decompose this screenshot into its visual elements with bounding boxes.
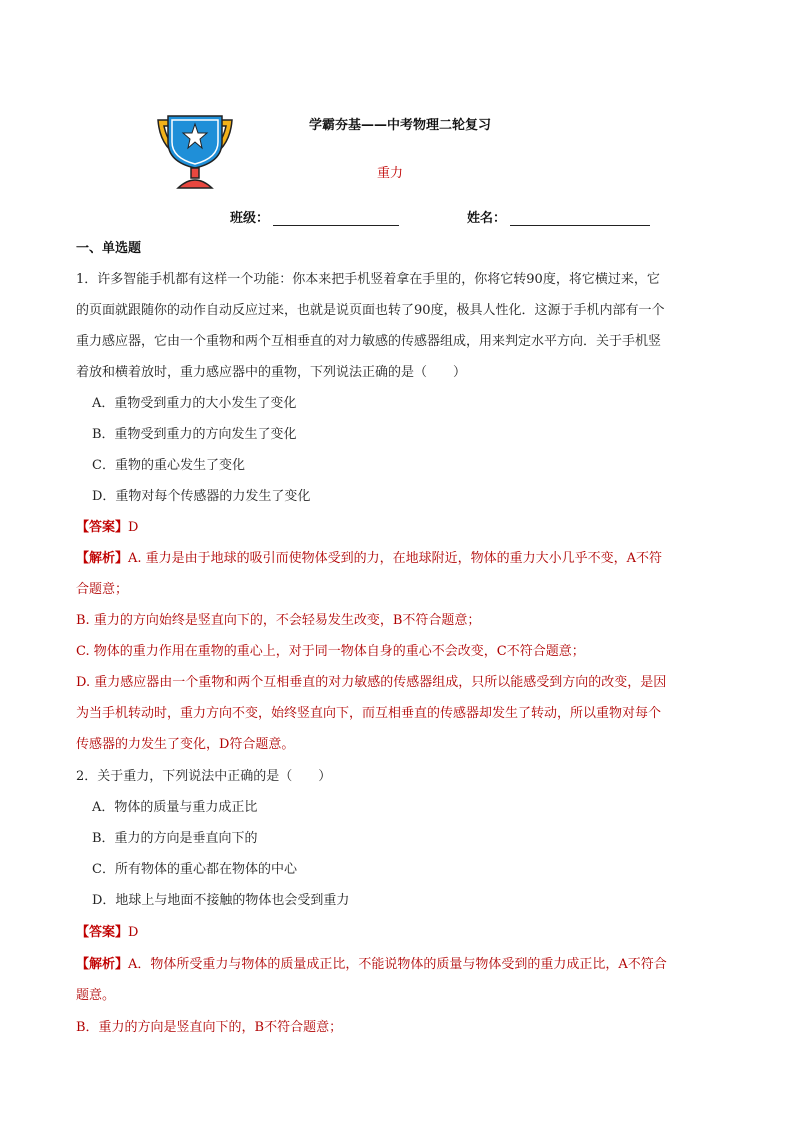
q1-analysis-label: 【解析】 bbox=[76, 551, 129, 566]
class-blank bbox=[273, 211, 399, 226]
q1-analysis-line-2: 合题意； bbox=[76, 582, 129, 597]
q2-option-d: D．地球上与地面不接触的物体也会受到重力 bbox=[92, 893, 350, 908]
name-field bbox=[467, 207, 650, 226]
q2-analysis-line-3: B．重力的方向是竖直向下的，B不符合题意； bbox=[76, 1020, 343, 1035]
q1-option-a: A．重物受到重力的大小发生了变化 bbox=[92, 396, 297, 411]
q2-stem: 2．关于重力，下列说法中正确的是（ ） bbox=[76, 769, 332, 784]
document-title: 学霸夯基——中考物理二轮复习 bbox=[308, 118, 491, 133]
q1-stem-line-3: 重力感应器，它由一个重物和两个互相垂直的对力敏感的传感器组成，用来判定水平方向．关于手机竖 bbox=[76, 334, 662, 349]
q1-analysis-line-6: 为当手机转动时，重力方向不变，始终竖直向下，而互相垂直的传感器却发生了转动，所以重物对每个 bbox=[76, 706, 662, 721]
name-label: 姓名： bbox=[467, 211, 507, 226]
q1-stem-line-4: 着放和横着放时，重力感应器中的重物，下列说法正确的是（ ） bbox=[76, 365, 467, 380]
q2-analysis-line-1 bbox=[76, 956, 726, 974]
q1-analysis-line-3: B. 重力的方向始终是竖直向下的，不会轻易发生改变，B不符合题意； bbox=[76, 613, 481, 628]
q1-analysis-line-1 bbox=[76, 550, 726, 568]
name-blank bbox=[510, 211, 650, 226]
q2-answer-label: 【答案】 bbox=[76, 925, 129, 940]
q1-stem-line-2: 的页面就跟随你的动作自动反应过来，也就是说页面也转了90度，极具人性化．这源于手机内部有一个 bbox=[76, 303, 665, 318]
q1-answer-label: 【答案】 bbox=[76, 520, 129, 535]
q1-analysis-line-4: C. 物体的重力作用在重物的重心上，对于同一物体自身的重心不会改变，C不符合题意； bbox=[76, 644, 585, 659]
q1-analysis-text-1: A. 重力是由于地球的吸引而使物体受到的力，在地球附近，物体的重力大小几乎不变，A不符 bbox=[128, 551, 663, 566]
q2-option-b: B．重力的方向是垂直向下的 bbox=[92, 831, 258, 846]
q1-answer bbox=[76, 519, 726, 537]
q2-analysis-text-1: A．物体所受重力与物体的质量成正比，不能说物体的质量与物体受到的重力成正比，A不符合 bbox=[128, 957, 667, 972]
q2-analysis-line-2: 题意。 bbox=[76, 988, 116, 1003]
trophy-icon bbox=[150, 112, 240, 192]
section-heading: 一、单选题 bbox=[76, 241, 142, 256]
q2-option-a: A．物体的质量与重力成正比 bbox=[92, 800, 258, 815]
q1-option-d: D．重物对每个传感器的力发生了变化 bbox=[92, 489, 311, 504]
q1-answer-value: D bbox=[128, 520, 139, 535]
document-subtitle: 重力 bbox=[376, 166, 403, 181]
q1-stem-line-1: 1．许多智能手机都有这样一个功能：你本来把手机竖着拿在手里的，你将它转90度，将它横过来，它 bbox=[76, 272, 660, 287]
q2-analysis-label: 【解析】 bbox=[76, 957, 129, 972]
q1-option-b: B．重物受到重力的方向发生了变化 bbox=[92, 427, 297, 442]
class-field bbox=[230, 207, 399, 226]
q2-option-c: C．所有物体的重心都在物体的中心 bbox=[92, 862, 297, 877]
q2-answer-value: D bbox=[128, 925, 139, 940]
q2-answer bbox=[76, 924, 726, 942]
class-label: 班级： bbox=[230, 211, 270, 226]
q1-analysis-line-5: D. 重力感应器由一个重物和两个互相垂直的对力敏感的传感器组成，只所以能感受到方向的改变，是因 bbox=[76, 675, 667, 690]
q1-option-c: C．重物的重心发生了变化 bbox=[92, 458, 245, 473]
q1-analysis-line-7: 传感器的力发生了变化，D符合题意。 bbox=[76, 737, 295, 752]
